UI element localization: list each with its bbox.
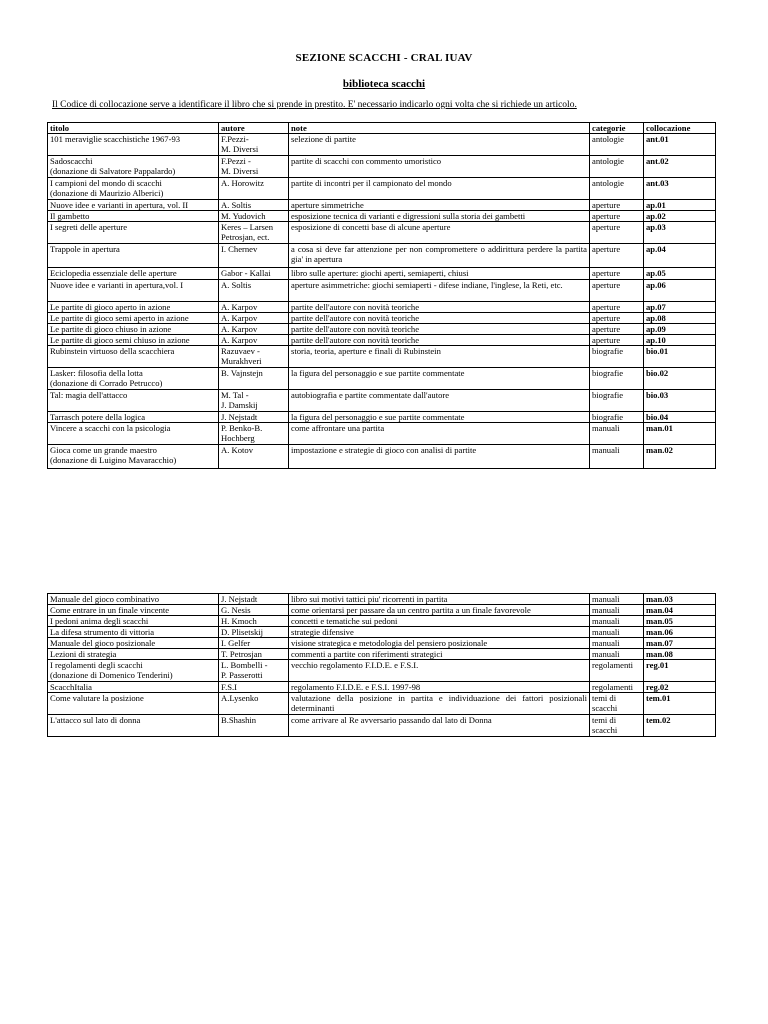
cell-note: a cosa si deve far attenzione per non compromettere o addirittura perdere la partita gia' in apertura: [289, 244, 590, 268]
table-row: [48, 423, 716, 445]
cell-autore: A. Karpov: [219, 335, 289, 346]
cell-titolo: Le partite di gioco semi aperto in azione: [48, 313, 219, 324]
cell-titolo: Il gambetto: [48, 211, 219, 222]
cell-autore: F.S.I: [219, 682, 289, 693]
cell-categoria: temi di scacchi: [590, 715, 644, 737]
cell-categoria: aperture: [590, 313, 644, 324]
cell-note: come orientarsi per passare da un centro partita a un finale favorevole: [289, 605, 590, 616]
cell-titolo: Vincere a scacchi con la psicologia: [48, 423, 219, 445]
cell-categoria: biografie: [590, 368, 644, 390]
cell-categoria: aperture: [590, 222, 644, 244]
cell-note: esposizione di concetti base di alcune aperture: [289, 222, 590, 244]
table-row: [48, 313, 716, 324]
cell-collocazione: ap.08: [644, 313, 716, 324]
cell-collocazione: bio.01: [644, 346, 716, 368]
cell-categoria: manuali: [590, 627, 644, 638]
cell-categoria: temi di scacchi: [590, 693, 644, 715]
column-header-note: note: [289, 123, 590, 134]
cell-note: partite dell'autore con novità teoriche: [289, 313, 590, 324]
cell-categoria: aperture: [590, 324, 644, 335]
cell-collocazione: ant.01: [644, 134, 716, 156]
cell-titolo: Eciclopedia essenziale delle aperture: [48, 268, 219, 280]
cell-autore: A. Kotov: [219, 445, 289, 469]
table-row: [48, 390, 716, 412]
cell-autore: F.Pezzi- M. Diversi: [219, 134, 289, 156]
table-row: [48, 594, 716, 605]
cell-titolo: Tarrasch potere della logica: [48, 412, 219, 423]
cell-titolo: Le partite di gioco aperto in azione: [48, 302, 219, 313]
table-row: [48, 280, 716, 302]
cell-titolo: Come valutare la posizione: [48, 693, 219, 715]
cell-note: selezione di partite: [289, 134, 590, 156]
cell-collocazione: man.04: [644, 605, 716, 616]
cell-autore: G. Nesis: [219, 605, 289, 616]
table-row: [48, 200, 716, 211]
cell-collocazione: ant.03: [644, 178, 716, 200]
books-table-1: [47, 122, 716, 469]
cell-titolo: I pedoni anima degli scacchi: [48, 616, 219, 627]
cell-titolo: Lasker: filosofia della lotta (donazione di Corrado Petrucco): [48, 368, 219, 390]
cell-categoria: manuali: [590, 605, 644, 616]
cell-note: impostazione e strategie di gioco con analisi di partite: [289, 445, 590, 469]
cell-categoria: biografie: [590, 346, 644, 368]
cell-categoria: manuali: [590, 594, 644, 605]
column-header-titolo: titolo: [48, 123, 219, 134]
cell-titolo: Lezioni di strategia: [48, 649, 219, 660]
cell-autore: A. Karpov: [219, 302, 289, 313]
cell-note: vecchio regolamento F.I.D.E. e F.S.I.: [289, 660, 590, 682]
table-row: [48, 605, 716, 616]
cell-autore: I. Gelfer: [219, 638, 289, 649]
table-row: [48, 211, 716, 222]
cell-collocazione: tem.02: [644, 715, 716, 737]
table-row: [48, 412, 716, 423]
cell-titolo: Nuove idee e varianti in apertura, vol. II: [48, 200, 219, 211]
cell-collocazione: bio.03: [644, 390, 716, 412]
cell-autore: F.Pezzi - M. Diversi: [219, 156, 289, 178]
cell-categoria: manuali: [590, 649, 644, 660]
page-title: SEZIONE SCACCHI - CRAL IUAV: [295, 52, 473, 64]
cell-note: la figura del personaggio e sue partite commentate: [289, 368, 590, 390]
cell-autore: J. Nejstadt: [219, 412, 289, 423]
cell-note: visione strategica e metodologia del pensiero posizionale: [289, 638, 590, 649]
table-row: [48, 682, 716, 693]
cell-collocazione: bio.04: [644, 412, 716, 423]
table-row: [48, 324, 716, 335]
cell-autore: Keres – Larsen Petrosjan, ect.: [219, 222, 289, 244]
page-subtitle: biblioteca scacchi: [342, 78, 426, 90]
cell-autore: T. Petrosjan: [219, 649, 289, 660]
cell-autore: A. Karpov: [219, 313, 289, 324]
cell-collocazione: man.01: [644, 423, 716, 445]
cell-autore: A. Horowitz: [219, 178, 289, 200]
table-row: [48, 335, 716, 346]
cell-categoria: aperture: [590, 211, 644, 222]
cell-categoria: biografie: [590, 390, 644, 412]
cell-note: aperture simmetriche: [289, 200, 590, 211]
table-row: [48, 134, 716, 156]
cell-collocazione: ap.06: [644, 280, 716, 302]
cell-collocazione: ant.02: [644, 156, 716, 178]
cell-collocazione: ap.02: [644, 211, 716, 222]
table-row: [48, 268, 716, 280]
cell-collocazione: man.07: [644, 638, 716, 649]
cell-note: concetti e tematiche sui pedoni: [289, 616, 590, 627]
cell-collocazione: ap.07: [644, 302, 716, 313]
cell-autore: A. Soltis: [219, 280, 289, 302]
cell-note: partite dell'autore con novità teoriche: [289, 302, 590, 313]
table-row: [48, 715, 716, 737]
cell-titolo: ScacchItalia: [48, 682, 219, 693]
table-row: [48, 244, 716, 268]
table-row: [48, 649, 716, 660]
cell-categoria: aperture: [590, 302, 644, 313]
cell-collocazione: man.06: [644, 627, 716, 638]
table-header-row: [48, 123, 716, 134]
cell-titolo: Rubinstein virtuoso della scacchiera: [48, 346, 219, 368]
cell-titolo: La difesa strumento di vittoria: [48, 627, 219, 638]
cell-autore: J. Nejstadt: [219, 594, 289, 605]
cell-note: esposizione tecnica di varianti e digressioni sulla storia dei gambetti: [289, 211, 590, 222]
cell-collocazione: bio.02: [644, 368, 716, 390]
cell-collocazione: ap.10: [644, 335, 716, 346]
table-row: [48, 660, 716, 682]
cell-collocazione: reg.02: [644, 682, 716, 693]
cell-collocazione: man.08: [644, 649, 716, 660]
cell-titolo: Manuale del gioco posizionale: [48, 638, 219, 649]
cell-titolo: Manuale del gioco combinativo: [48, 594, 219, 605]
table-row: [48, 302, 716, 313]
table-row: [48, 445, 716, 469]
cell-autore: M. Yudovich: [219, 211, 289, 222]
cell-note: partite dell'autore con novità teoriche: [289, 324, 590, 335]
cell-categoria: manuali: [590, 445, 644, 469]
cell-collocazione: tem.01: [644, 693, 716, 715]
cell-categoria: aperture: [590, 200, 644, 211]
cell-note: partite dell'autore con novità teoriche: [289, 335, 590, 346]
cell-note: libro sui motivi tattici piu' ricorrenti in partita: [289, 594, 590, 605]
cell-titolo: Nuove idee e varianti in apertura,vol. I: [48, 280, 219, 302]
cell-categoria: aperture: [590, 244, 644, 268]
cell-collocazione: ap.09: [644, 324, 716, 335]
table-row: [48, 693, 716, 715]
cell-categoria: aperture: [590, 268, 644, 280]
column-header-categorie: categorie: [590, 123, 644, 134]
cell-note: valutazione della posizione in partita e individuazione dei fattori posizionali determinanti: [289, 693, 590, 715]
cell-collocazione: ap.01: [644, 200, 716, 211]
cell-note: libro sulle aperture: giochi aperti, semiaperti, chiusi: [289, 268, 590, 280]
cell-autore: H. Kmoch: [219, 616, 289, 627]
cell-categoria: aperture: [590, 280, 644, 302]
cell-autore: B. Vajnstejn: [219, 368, 289, 390]
cell-collocazione: ap.04: [644, 244, 716, 268]
cell-autore: I. Chernev: [219, 244, 289, 268]
cell-categoria: regolamenti: [590, 682, 644, 693]
table-row: [48, 616, 716, 627]
cell-note: partite di scacchi con commento umoristico: [289, 156, 590, 178]
cell-categoria: biografie: [590, 412, 644, 423]
cell-titolo: Le partite di gioco chiuso in azione: [48, 324, 219, 335]
cell-titolo: I segreti delle aperture: [48, 222, 219, 244]
table-row: [48, 638, 716, 649]
column-header-collocazione: collocazione: [644, 123, 716, 134]
cell-collocazione: man.05: [644, 616, 716, 627]
cell-categoria: aperture: [590, 335, 644, 346]
cell-autore: A.Lysenko: [219, 693, 289, 715]
table-row: [48, 368, 716, 390]
cell-autore: P. Benko-B. Hochberg: [219, 423, 289, 445]
cell-note: partite di incontri per il campionato del mondo: [289, 178, 590, 200]
cell-collocazione: man.03: [644, 594, 716, 605]
cell-note: strategie difensive: [289, 627, 590, 638]
table-row: [48, 222, 716, 244]
cell-titolo: I regolamenti degli scacchi (donazione di Domenico Tenderini): [48, 660, 219, 682]
cell-categoria: antologie: [590, 178, 644, 200]
cell-collocazione: man.02: [644, 445, 716, 469]
cell-note: la figura del personaggio e sue partite commentate: [289, 412, 590, 423]
cell-note: come arrivare al Re avversario passando dal lato di Donna: [289, 715, 590, 737]
table-row: [48, 156, 716, 178]
cell-categoria: manuali: [590, 423, 644, 445]
cell-note: regolamento F.I.D.E. e F.S.I. 1997-98: [289, 682, 590, 693]
cell-note: aperture asimmetriche: giochi semiaperti - difese indiane, l'inglese, la Reti, etc.: [289, 280, 590, 302]
cell-autore: B.Shashin: [219, 715, 289, 737]
cell-note: come affrontare una partita: [289, 423, 590, 445]
cell-titolo: Tal: magia dell'attacco: [48, 390, 219, 412]
cell-titolo: Trappole in apertura: [48, 244, 219, 268]
cell-categoria: regolamenti: [590, 660, 644, 682]
cell-titolo: 101 meraviglie scacchistiche 1967-93: [48, 134, 219, 156]
cell-note: storia, teoria, aperture e finali di Rubinstein: [289, 346, 590, 368]
cell-categoria: antologie: [590, 156, 644, 178]
column-header-autore: autore: [219, 123, 289, 134]
cell-note: autobiografia e partite commentate dall'autore: [289, 390, 590, 412]
cell-categoria: antologie: [590, 134, 644, 156]
cell-titolo: L'attacco sul lato di donna: [48, 715, 219, 737]
table-row: [48, 346, 716, 368]
cell-autore: L. Bombelli - P. Passerotti: [219, 660, 289, 682]
cell-titolo: Come entrare in un finale vincente: [48, 605, 219, 616]
books-table-2: [47, 593, 716, 737]
cell-autore: Gabor - Kallai: [219, 268, 289, 280]
cell-categoria: manuali: [590, 616, 644, 627]
cell-titolo: Gioca come un grande maestro (donazione di Luigino Mavaracchio): [48, 445, 219, 469]
cell-collocazione: ap.03: [644, 222, 716, 244]
cell-collocazione: ap.05: [644, 268, 716, 280]
cell-note: commenti a partite con riferimenti strategici: [289, 649, 590, 660]
cell-collocazione: reg.01: [644, 660, 716, 682]
cell-titolo: I campioni del mondo di scacchi (donazione di Maurizio Alberici): [48, 178, 219, 200]
table-row: [48, 627, 716, 638]
table-row: [48, 178, 716, 200]
intro-text: Il Codice di collocazione serve a identificare il libro che si prende in prestito. E' necessario indicarlo ogni volta che si richiede un articolo.: [52, 100, 577, 110]
cell-autore: A. Soltis: [219, 200, 289, 211]
cell-autore: Razuvaev - Murakhveri: [219, 346, 289, 368]
cell-autore: A. Karpov: [219, 324, 289, 335]
cell-categoria: manuali: [590, 638, 644, 649]
cell-autore: M. Tal - J. Damskij: [219, 390, 289, 412]
cell-titolo: Sadoscacchi (donazione di Salvatore Pappalardo): [48, 156, 219, 178]
cell-titolo: Le partite di gioco semi chiuso in azione: [48, 335, 219, 346]
cell-autore: D. Plisetskij: [219, 627, 289, 638]
